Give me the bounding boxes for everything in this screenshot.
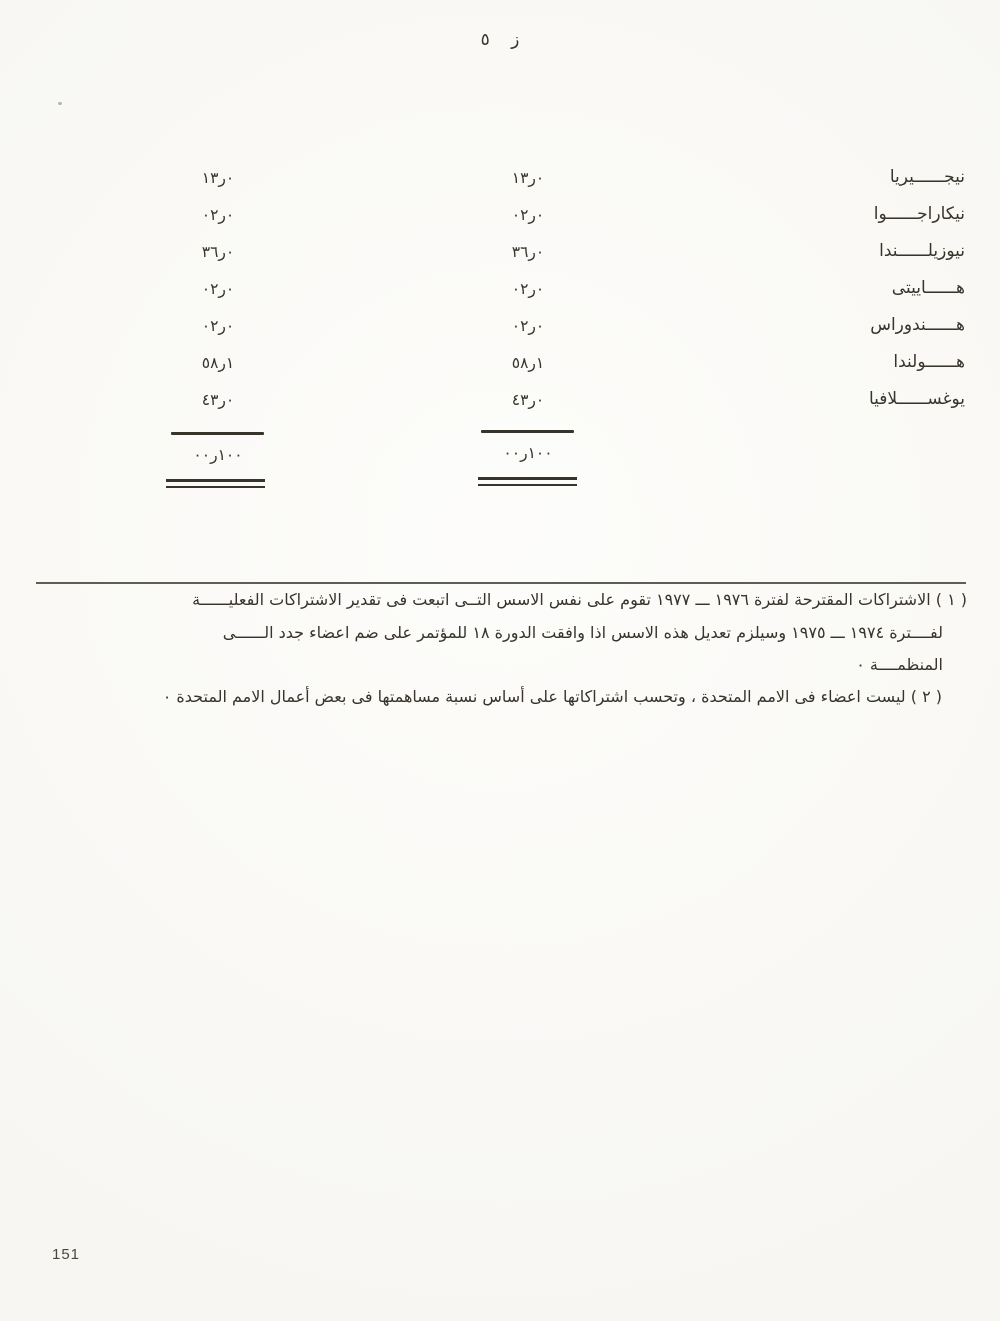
total-value-col2: ١٠٠ر٠٠: [193, 446, 243, 464]
contribution-value-col2: ٠ر٠٢: [201, 317, 235, 335]
country-name: هــــــولندا: [893, 352, 965, 372]
table-row: [0, 311, 1000, 348]
page-number: 151: [52, 1246, 81, 1263]
country-name: هــــــندوراس: [870, 315, 965, 335]
scan-speck: [58, 102, 62, 105]
footnote-2-marker: ( ٢ ): [910, 687, 942, 706]
contribution-value-col1: ٠ر٠٢: [511, 317, 545, 335]
contribution-value-col1: ٠ر١٣: [511, 169, 545, 187]
footnote-1-text-line-3: المنظمــــة ٠: [856, 655, 943, 674]
footnote-1-marker: ( ١ ): [935, 590, 967, 609]
total-rule-col1: [481, 430, 574, 433]
contribution-value-col2: ٠ر٣٦: [201, 243, 235, 261]
page-header-annex-mark: ز ٥: [480, 30, 520, 50]
contribution-value-col2: ٠ر١٣: [201, 169, 235, 187]
contribution-value-col1: ٠ر٤٣: [511, 391, 545, 409]
footnote-1-text-line-1: الاشتراكات المقترحة لفترة ١٩٧٦ ـــ ١٩٧٧ تقوم على نفس الاسس التــى اتبعت فى تقدير الاشتراكات الفعليــــــة: [192, 590, 931, 609]
country-name: نيوزيلــــــندا: [879, 241, 965, 261]
contribution-value-col1: ٠ر٣٦: [511, 243, 545, 261]
footnote-1: [28, 584, 967, 682]
country-name: نيجــــــيريا: [889, 167, 965, 187]
total-rule-col2: [171, 432, 264, 435]
total-value-col1: ١٠٠ر٠٠: [503, 444, 553, 462]
contribution-value-col2: ٠ر٠٢: [201, 206, 235, 224]
country-name: نيكاراجــــــوا: [873, 204, 965, 224]
table-row: [0, 385, 1000, 422]
table-row: [0, 200, 1000, 237]
contribution-value-col1: ١ر٥٨: [511, 354, 545, 372]
contribution-value-col1: ٠ر٠٢: [511, 206, 545, 224]
total-double-rule-col1: [478, 477, 577, 486]
table-row: [0, 274, 1000, 311]
footnote-line: [28, 681, 942, 714]
total-double-rule-col2: [166, 479, 265, 488]
table-row: [0, 163, 1000, 200]
table-row: [0, 237, 1000, 274]
contribution-value-col2: ٠ر٤٣: [201, 391, 235, 409]
contribution-value-col2: ٠ر٠٢: [201, 280, 235, 298]
table-row: [0, 348, 1000, 385]
country-name: يوغســــــلافيا: [868, 389, 965, 409]
footnote-2: [28, 681, 942, 714]
contribution-value-col2: ١ر٥٨: [201, 354, 235, 372]
footnote-1-text-line-2: لفــــترة ١٩٧٤ ـــ ١٩٧٥ وسيلزم تعديل هذه الاسس اذا وافقت الدورة ١٨ للمؤتمر على ضم اعضاء جدد الــــــى: [222, 622, 943, 642]
country-name: هــــــاييتى: [891, 278, 965, 298]
footnote-line: [28, 584, 967, 617]
footnote-2-text-line-1: ليست اعضاء فى الامم المتحدة ، وتحسب اشتراكاتها على أساس نسبة مساهمتها فى بعض أعمال الامم المتحدة ٠: [162, 687, 906, 706]
contribution-value-col1: ٠ر٠٢: [511, 280, 545, 298]
